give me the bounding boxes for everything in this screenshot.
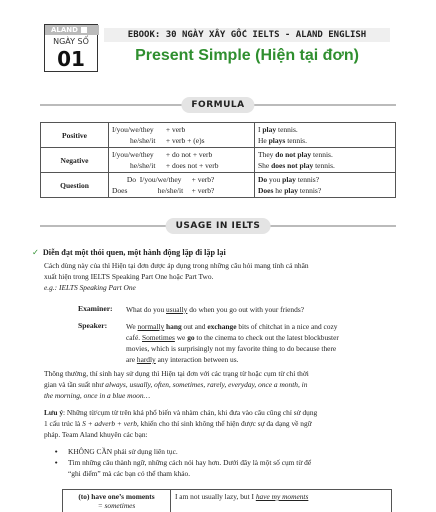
auxiliary-text: Do xyxy=(126,175,136,184)
underlined-word: usually xyxy=(166,305,188,314)
example-verb: do not play xyxy=(275,150,312,159)
usage-heading-label: USAGE IN IELTS xyxy=(166,218,271,234)
auxiliary-text: Does xyxy=(112,186,128,195)
bold-word: hang xyxy=(164,322,182,331)
subject-text: he/she/it xyxy=(157,186,184,195)
text: What do you xyxy=(126,305,167,314)
example-verb: does not play xyxy=(271,161,314,170)
example-label: e.g.: IELTS Speaking Part One xyxy=(44,283,136,292)
intro-line: Cách dùng này của thì Hiện tại đơn được áp dụng trong những câu hỏi mang tính cá nhân xyxy=(44,261,309,270)
underlined-word: normally xyxy=(137,322,165,331)
text: we xyxy=(174,333,188,342)
structure-text: + do not + verb xyxy=(165,150,213,159)
structure-text: + verb? xyxy=(191,186,215,195)
intro-line: xuất hiện trong IELTS Speaking Part One hoặc Part Two. xyxy=(44,272,214,281)
example-text: he xyxy=(273,186,285,195)
example-verb: play xyxy=(282,175,296,184)
example-text: tennis. xyxy=(285,136,307,145)
underlined-word: Sometimes xyxy=(142,333,175,342)
italic-text: always, usually, often, sometimes, rarely, everyday, once a month, in xyxy=(105,380,308,389)
text: to the cinema to check out the latest blockbuster xyxy=(194,333,339,342)
phrase-cell xyxy=(63,490,171,512)
table-row xyxy=(63,490,392,512)
formula-heading-label: FORMULA xyxy=(181,97,254,113)
table-row xyxy=(41,173,396,198)
subject-text: he/she/it xyxy=(130,136,156,145)
row-label: Question xyxy=(41,173,109,198)
example-verb: Do xyxy=(258,175,268,184)
structure-text: + verb? xyxy=(191,175,215,184)
text: gian và tần suất như xyxy=(44,380,106,389)
formula-heading xyxy=(0,97,436,113)
note-line xyxy=(44,407,317,418)
table-row xyxy=(41,148,396,173)
example-text: tennis? xyxy=(295,175,320,184)
subject-text: I/you/we/they xyxy=(139,175,182,184)
text: are xyxy=(126,355,137,364)
example-text: I xyxy=(258,125,263,134)
structure-cell xyxy=(109,123,255,148)
usage-point-heading xyxy=(32,247,226,257)
phrase-example-cell xyxy=(171,490,392,512)
example-text: They xyxy=(258,150,276,159)
day-label: NGÀY SỐ xyxy=(53,37,89,46)
example-text: He xyxy=(258,136,269,145)
bold-word: exchange xyxy=(207,322,237,331)
structure-text: + verb + (e)s xyxy=(165,136,205,145)
example-cell xyxy=(255,123,396,148)
example-verb: plays xyxy=(268,136,286,145)
phrase-meaning: = sometimes xyxy=(97,501,136,510)
note-label: Lưu ý xyxy=(44,408,64,417)
paragraph-line: the morning, once in a blue moon… xyxy=(44,391,151,400)
structure-text: + verb xyxy=(165,125,186,134)
subject-text: I/you/we/they xyxy=(112,125,154,134)
structure-cell xyxy=(109,148,255,173)
brand-logo xyxy=(45,25,99,35)
example-cell xyxy=(255,148,396,173)
subject-text: I/you/we/they xyxy=(112,150,154,159)
examiner-text xyxy=(126,304,396,315)
example-verb: play xyxy=(262,125,277,134)
speaker-label: Speaker: xyxy=(78,321,108,330)
paragraph-line xyxy=(44,379,307,390)
list-item: • KHÔNG CẦN phải sử dụng liên tục. xyxy=(62,446,392,457)
example-text: tennis. xyxy=(311,150,333,159)
text: movies, which is surprisingly not my favorite thing to do because there xyxy=(126,344,337,353)
example-text: you xyxy=(267,175,283,184)
list-item-continuation: “ghi điểm” mà các bạn có thể tham khảo. xyxy=(68,469,191,478)
ebook-title-bar: EBOOK: 30 NGÀY XÂY GỐC IELTS - ALAND ENGLISH xyxy=(104,28,390,42)
text: We xyxy=(126,322,138,331)
example-cell xyxy=(255,173,396,198)
example-verb: play xyxy=(284,186,299,195)
text: do when you go out with your friends? xyxy=(187,305,304,314)
note-line: pháp. Team Aland khuyên các bạn: xyxy=(44,430,148,439)
example-text: tennis? xyxy=(298,186,322,195)
text: I am not usually lazy, but I xyxy=(175,492,256,501)
underlined-phrase: have my moments xyxy=(255,492,309,501)
advice-list xyxy=(62,446,392,468)
structure-text: + does not + verb xyxy=(165,161,219,170)
usage-heading xyxy=(0,218,436,234)
text: café. xyxy=(126,333,142,342)
usage-point-text: Diễn đạt một thói quen, một hành động lặp đi lặp lại xyxy=(42,248,226,257)
row-label: Negative xyxy=(41,148,109,173)
row-label: Positive xyxy=(41,123,109,148)
checkmark-icon: ✓ xyxy=(32,247,39,257)
page-title: Present Simple (Hiện tại đơn) xyxy=(135,47,359,64)
note-line xyxy=(44,418,312,429)
list-item: • Tìm những câu thành ngữ, những cách nói hay hơn. Dưới đây là một số cụm từ để xyxy=(62,457,392,468)
formula-table xyxy=(40,122,396,198)
underlined-word: hardly xyxy=(136,355,156,364)
example-text: tennis. xyxy=(276,125,298,134)
example-text: tennis. xyxy=(313,161,335,170)
table-row xyxy=(41,123,396,148)
example-verb: Does xyxy=(258,186,274,195)
italic-text: S + adverb + verb xyxy=(82,419,137,428)
example-text: She xyxy=(258,161,272,170)
brand-square-icon xyxy=(81,27,87,33)
text: out and xyxy=(181,322,208,331)
speaker-text xyxy=(126,321,396,365)
text: any interaction between us. xyxy=(155,355,239,364)
phrase-table xyxy=(62,489,392,512)
brand-name: ALAND xyxy=(51,26,78,34)
bold-word: go xyxy=(187,333,195,342)
day-badge xyxy=(44,24,98,72)
text: , khiến cho thí sinh không thể hiện được sự đa dạng về ngữ xyxy=(136,419,312,428)
text: 1 cấu trúc là xyxy=(44,419,83,428)
text: bits of chitchat in a nice and cozy xyxy=(236,322,338,331)
day-number: 01 xyxy=(57,47,85,71)
paragraph-line: Thông thường, thí sinh hay sử dụng thì Hiện tại đơn với các trạng từ hoặc cụm từ chỉ thời xyxy=(44,369,309,378)
subject-text: he/she/it xyxy=(130,161,156,170)
structure-cell xyxy=(109,173,255,198)
phrase-text: (to) have one’s moments xyxy=(78,492,155,501)
text: : Những từ/cụm từ trên khá phổ biến và nhàm chán, khi đưa vào câu cũng chỉ sử dụng xyxy=(63,408,318,417)
examiner-label: Examiner: xyxy=(78,304,113,313)
